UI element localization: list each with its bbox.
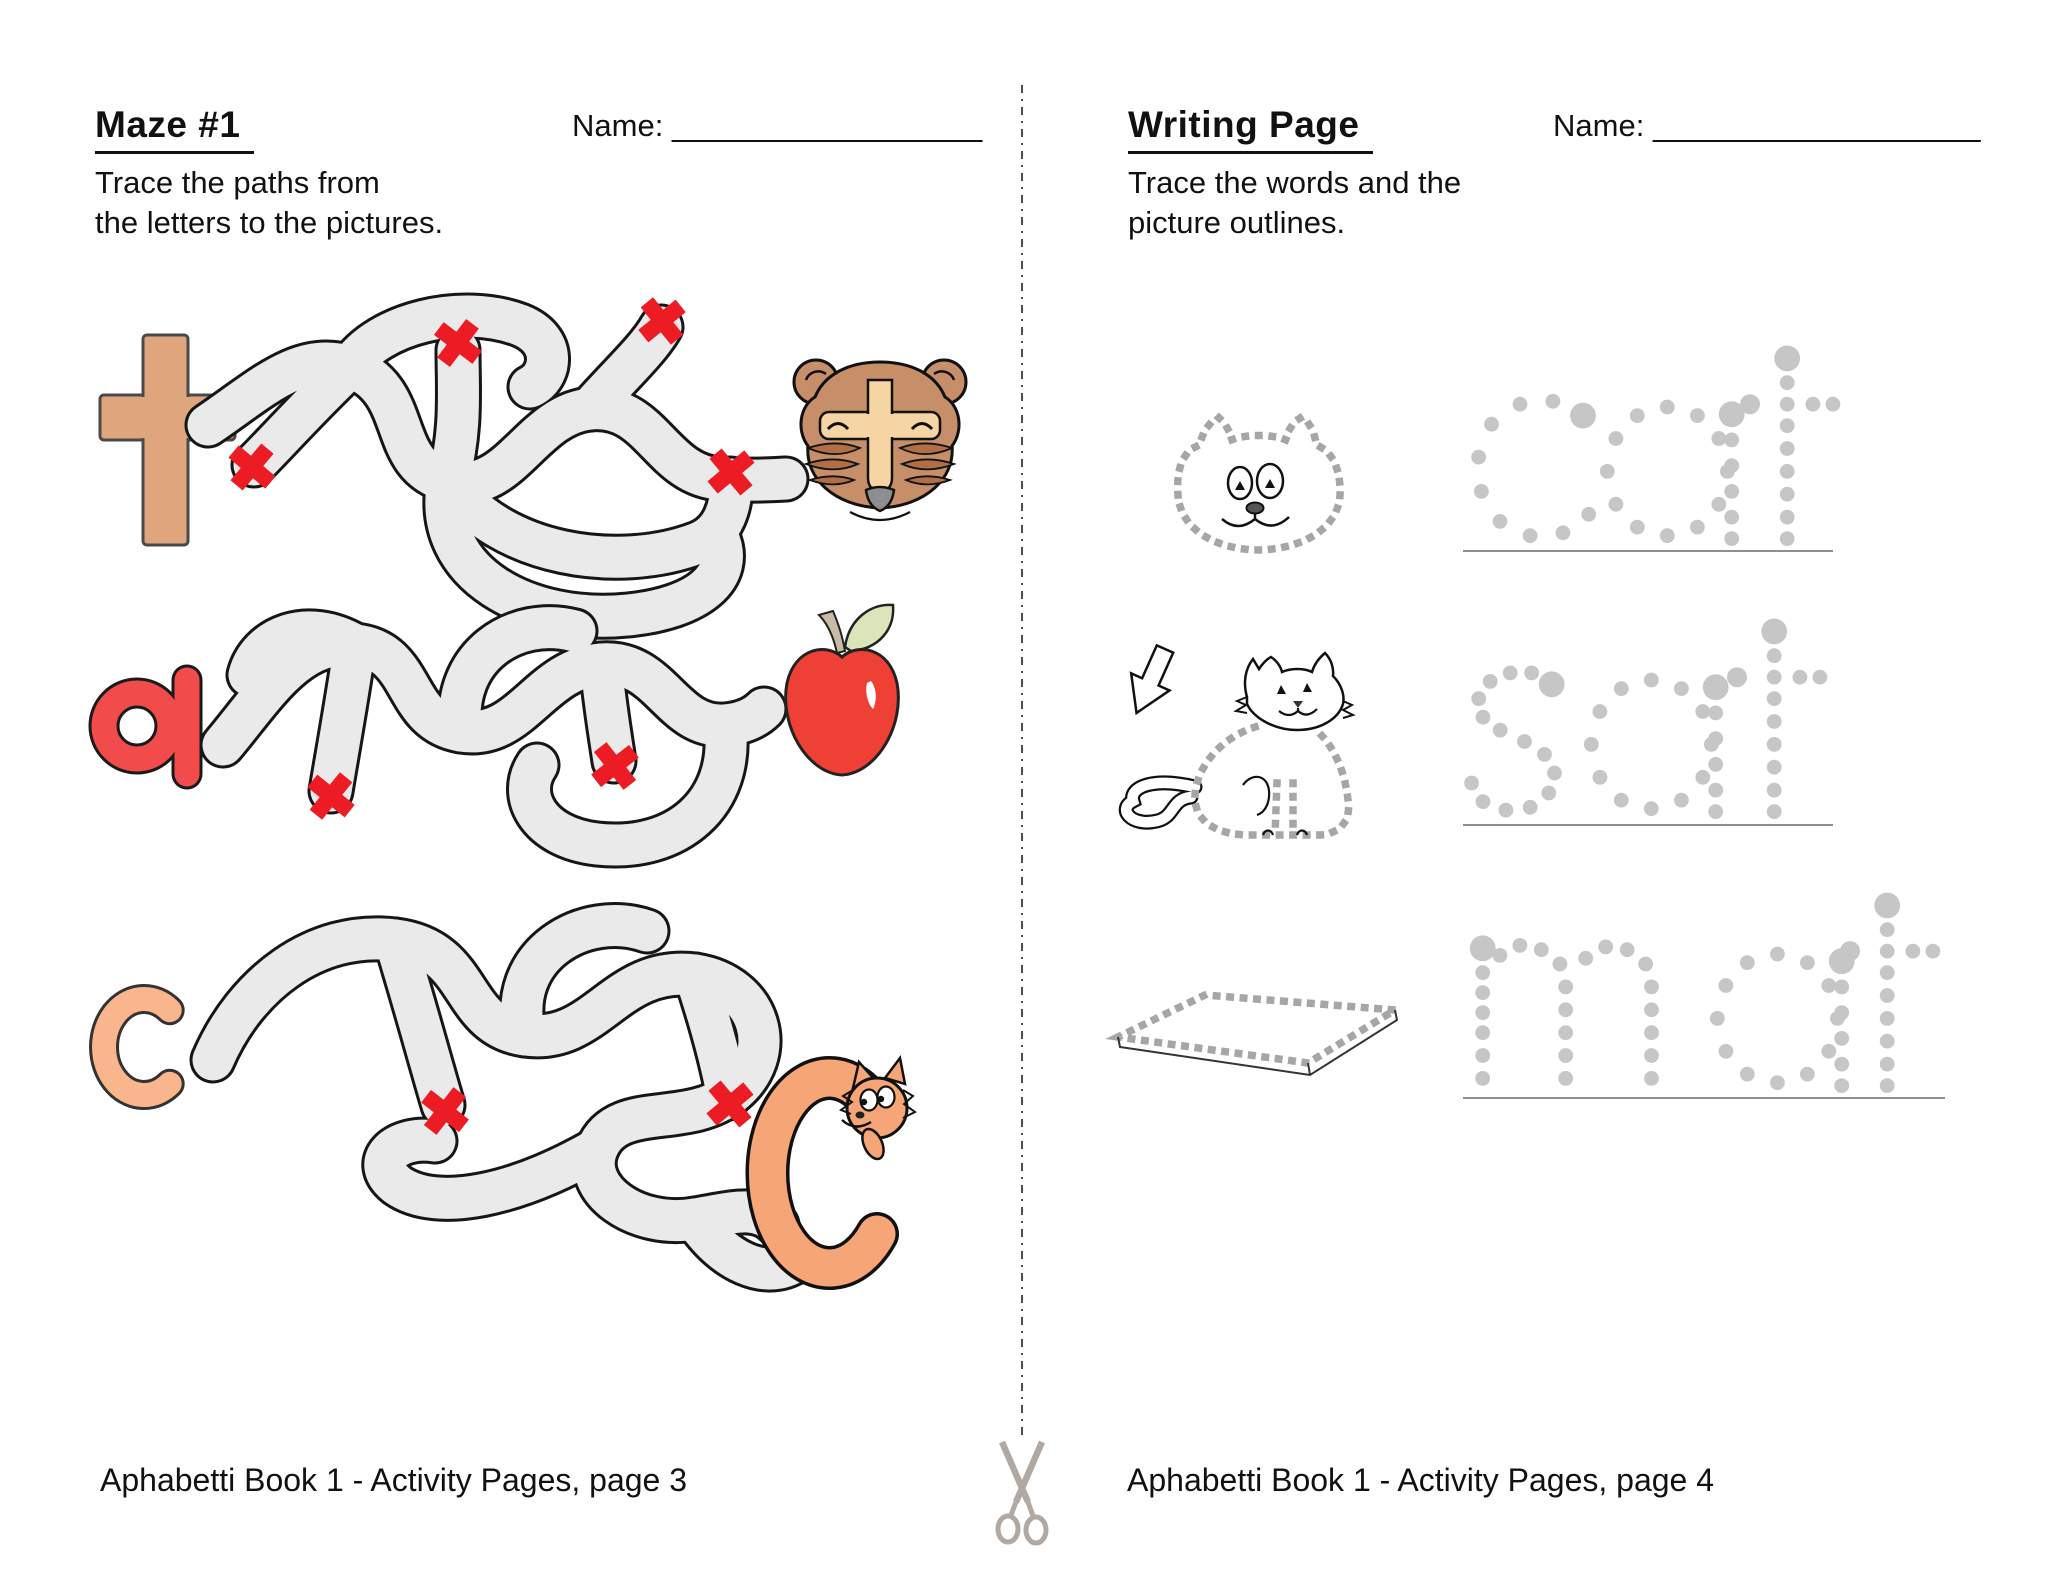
left-instructions: [95, 163, 443, 243]
trace-word-mat[interactable]: [1455, 895, 1995, 1145]
tiger-face-icon: [780, 350, 980, 555]
left-name-line: [572, 108, 982, 144]
left-name-label: Name:: [572, 108, 664, 143]
trace-word-sat[interactable]: [1450, 605, 1870, 855]
sitting-cat-outline[interactable]: [1105, 635, 1370, 850]
right-name-line: [1553, 108, 1981, 144]
left-instruction-line-2: the letters to the pictures.: [95, 205, 444, 240]
cut-line: [1012, 85, 1032, 1475]
left-page-footer: Aphabetti Book 1 - Activity Pages, page 3: [100, 1462, 688, 1498]
right-name-blank[interactable]: ___________________: [1652, 108, 1981, 143]
letter-c-cat-icon: [745, 1060, 915, 1300]
left-page-title: Maze #1: [95, 104, 254, 154]
arrow-icon: [1117, 640, 1184, 721]
scissors-icon: [988, 1438, 1058, 1558]
mat-outline[interactable]: [1110, 985, 1410, 1100]
maze-2-paths[interactable]: [215, 595, 775, 895]
right-page-title: Writing Page: [1128, 104, 1373, 154]
right-page-footer: Aphabetti Book 1 - Activity Pages, page 4: [1127, 1462, 1715, 1498]
apple-icon: [775, 595, 910, 795]
left-name-blank[interactable]: __________________: [671, 108, 983, 143]
cat-head-outline[interactable]: [1160, 395, 1370, 580]
trace-word-cat[interactable]: [1450, 330, 1870, 580]
maze-letter-c: [92, 985, 202, 1115]
right-name-label: Name:: [1553, 108, 1645, 143]
left-instruction-line-1: Trace the paths from: [95, 165, 380, 200]
right-instruction-line-2: picture outlines.: [1128, 205, 1346, 240]
maze-3-paths[interactable]: [205, 895, 805, 1315]
right-instruction-line-1: Trace the words and the: [1128, 165, 1462, 200]
right-instructions: [1128, 163, 1461, 243]
maze-letter-a: [95, 668, 207, 792]
